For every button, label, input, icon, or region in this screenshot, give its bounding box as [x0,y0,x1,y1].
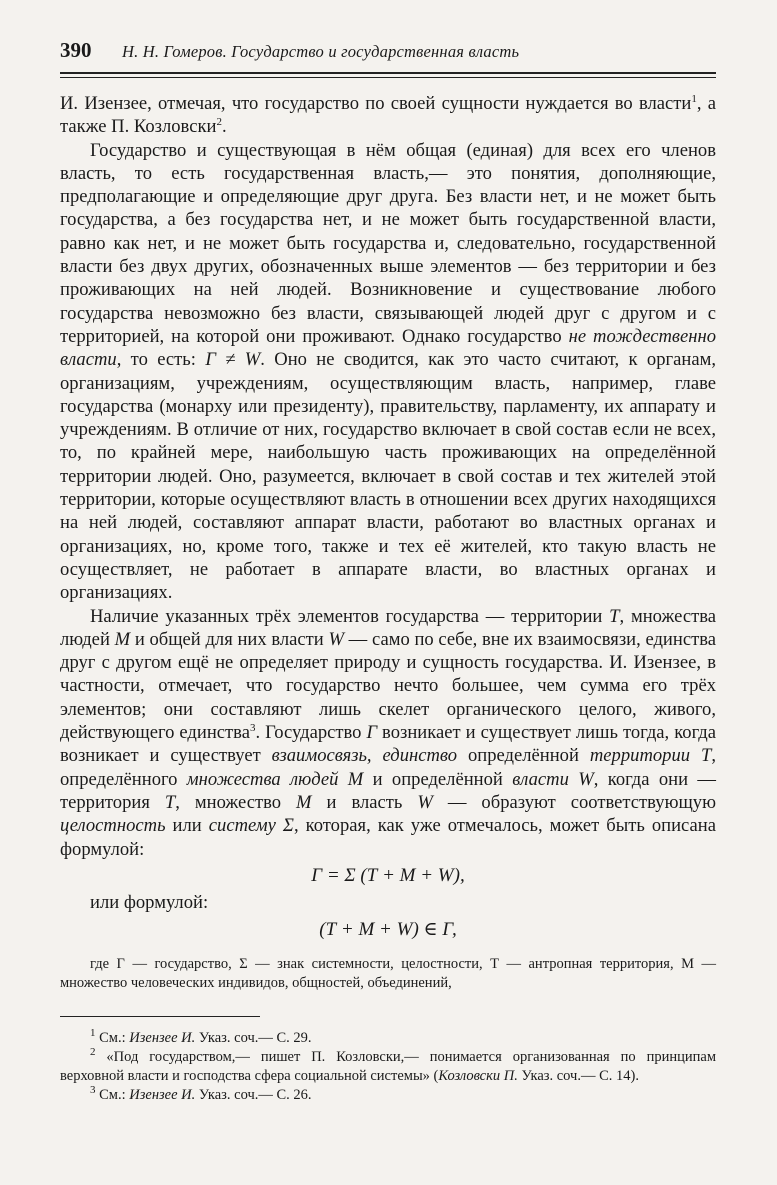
text-run: , то есть: [116,349,206,371]
emphasis-text: территории Т [589,745,712,767]
emphasis-text: власти W [512,768,594,790]
footnote [60,1026,716,1048]
emphasis-text: Козловски П. [438,1067,518,1084]
formula-2: (Т + М + W) ∈ Г, [319,918,457,940]
text-run: Наличие указанных трёх элементов государства — территории [90,605,610,627]
text-run: , множество [175,791,297,813]
emphasis-text: М [114,628,131,650]
emphasis-text: W [417,791,433,813]
emphasis-text: взаимосвязь, единство [271,745,458,767]
footnote-ref[interactable]: 3 [249,721,256,734]
text-run: Указ. соч.— С. 26. [195,1086,312,1103]
text-run: определённой [457,745,590,767]
footnotes [60,1026,716,1105]
emphasis-text: Т [164,791,176,813]
footnote-ref[interactable]: 3 [90,1083,96,1096]
footnote [60,1045,716,1086]
text-run: , которая, как уже отмечалось, может быть описана формулой: [60,815,716,860]
text-run: Указ. соч.— С. 14). [517,1067,639,1084]
page-number: 390 [60,38,92,62]
text-run: См.: [95,1029,130,1046]
text-run: «Под государством,— пишет П. Козловски,— понимается организованная по принципам верховной власти и господства сфера социальной системы» ( [60,1048,716,1084]
paragraph [60,92,716,139]
footnote-ref[interactable]: 2 [216,116,222,129]
footnote-ref[interactable]: 1 [691,92,697,105]
text-run: — само по себе, вне их взаимосвязи, единства друг с другом ещё не определяет природу и сущность государства. И. Изензее, в частности, отмечает, что государство нечто большее, чем сумма его трёх элементов; они составляют лишь скелет органического целого, живого, действующего единства [60,628,717,744]
text-run: . Оно не сводится, как это часто считают, к органам, организациям, учреждениям, осуществляющим власть, например, главе государства (монарху или президенту), правительству, парламенту, их аппарату и учреждениям. В отличие от них, государство включает в свой состав если не всех, то, по крайней мере, наибольшую часть проживающих на определённой территории людей. Оно, разумеется, включает в свой состав и тех жителей этой территории, которые осуществляют власть в отношении всех других находящихся на ней людей, составляют аппарат власти, работают во властных органах и организациях, но, кроме того, также и тех её жителей, кто такую власть не осуществляет, не работает в аппарате власти, во властных органах и организациях. [60,349,716,604]
text-run: — образуют соответствующую [432,791,716,813]
emphasis-text: Г [366,722,378,744]
formula-1: Г = Σ (Т + М + W), [311,864,465,886]
text-run: , когда они — территория [60,768,717,813]
footnote [60,1083,716,1105]
text-run: , определённого [60,745,716,790]
text-run: и определённой [363,768,513,790]
emphasis-text: М [296,791,312,813]
text-run: И. Изензее, отмечая, что государство по своей сущности нуждается во власти [60,93,692,114]
emphasis-text: Изензее И. [129,1029,196,1046]
paragraph [60,139,716,605]
footnote-ref[interactable]: 1 [90,1026,96,1039]
text-run: . Государство [255,722,367,744]
page-header [60,38,723,64]
text-run: или [165,815,209,837]
emphasis-text: целостность [60,815,166,837]
running-head: Н. Н. Гомеров. Государство и государственная власть [122,42,520,61]
emphasis-text: множества людей М [186,768,364,790]
text-run: . [221,116,227,138]
emphasis-text: Г ≠ W [205,349,261,371]
emphasis-text: Т [609,605,620,627]
text-run: возникает и существует лишь тогда, когда возникает и существует [60,722,716,767]
emphasis-text: не тождественно власти [60,325,716,371]
emphasis-text: W [328,628,344,650]
header-rule [60,72,716,78]
body-text [60,92,716,861]
formula-legend: где Г — государство, Σ — знак системности, целостности, Т — антропная территория, М — множество человеческих индивидов, общностей, объединений, [60,955,716,992]
footnote-rule [60,1016,260,1017]
text-run: , а также П. Козловски [60,93,716,138]
text-run: Указ. соч.— С. 29. [195,1029,312,1046]
footnote-ref[interactable]: 2 [90,1045,96,1058]
text-run: Государство и существующая в нём общая (единая) для всех его членов власть, то есть государственная власть,— это понятия, дополняющие, предполагающие и определяющие друг друга. Без власти нет, и не может быть государства, а без государства нет, и не может быть государственной власти, равно как нет, и не может быть государства и, следовательно, государственной власти без двух других, обозначенных выше элементов — без территории и без проживающих на ней людей. Возникновение и существование любого государства невозможно без власти, связывающей людей друг с другом и с территорией, на которой они проживают. Однако государство [60,139,716,347]
text-run: и власть [311,791,418,813]
text-run: См.: [95,1086,130,1103]
formula-intro: или формулой: [90,891,209,913]
text-run: и общей для них власти [130,628,329,650]
paragraph [60,605,716,861]
emphasis-text: систему Σ [208,815,294,837]
emphasis-text: Изензее И. [129,1086,196,1103]
text-run: , множества людей [60,605,716,650]
